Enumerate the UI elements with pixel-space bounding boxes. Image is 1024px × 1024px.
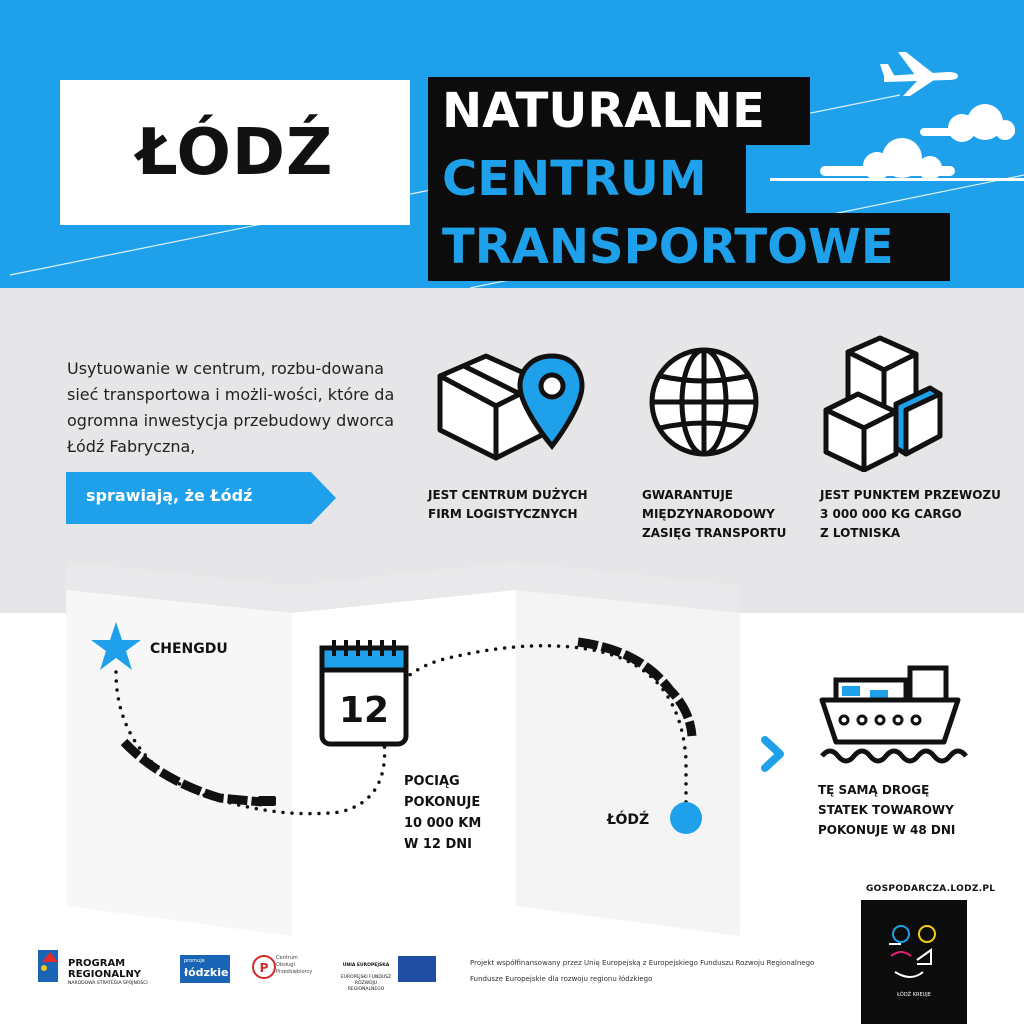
map-panel	[292, 562, 516, 936]
brand-logo-mark	[861, 900, 967, 1024]
ue-title: UNIA EUROPEJSKA	[342, 963, 390, 968]
train-engine-icon	[258, 796, 276, 806]
program-title: PROGRAM REGIONALNY	[68, 958, 142, 980]
program-regionalny-logo	[38, 950, 58, 982]
map-panel	[66, 562, 292, 936]
program-subtitle: NARODOWA STRATEGIA SPÓJNOŚCI	[68, 981, 148, 986]
ue-label	[336, 957, 396, 999]
end-city-label: ŁÓDŹ	[607, 812, 650, 828]
city-title: ŁÓDŹ	[136, 115, 334, 190]
calendar-day: 12	[338, 690, 390, 731]
funding-note: Projekt współfinansowany przez Unię Europejską z Europejskiego Funduszu Rozwoju Regionalnego Fundusze Europejskie dla rozwoju regionu łódzkiego	[470, 959, 815, 983]
destination-dot	[670, 802, 702, 834]
svg-text:P: P	[259, 961, 269, 975]
cop-text: Centrum Obsługi Przedsiębiorcy	[276, 955, 313, 975]
headline-line-2: CENTRUM	[428, 145, 746, 213]
ship-icon	[822, 668, 966, 761]
train-caption: POCIĄG POKONUJE 10 000 KM W 12 DNI	[404, 774, 482, 852]
cop-logo	[253, 956, 275, 978]
headline-line-1: NATURALNE	[428, 77, 810, 145]
headline-line-3: TRANSPORTOWE	[428, 213, 950, 281]
start-city-label: CHENGDU	[150, 641, 228, 657]
lodzkie-small: promuje	[184, 958, 205, 964]
lodzkie-big: łódzkie	[184, 966, 229, 979]
arrow-tag-label: sprawiają, że Łódź	[86, 486, 253, 505]
eu-flag-icon	[398, 956, 436, 982]
intro-text: Usytuowanie w centrum, rozbu-dowana sieć transportowa i możli-wości, które da ogromna inwestycja przebudowy dworca Łódź Fabryczna,	[67, 359, 395, 456]
ue-subtitle: EUROPEJSKI FUNDUSZ ROZWOJU REGIONALNEGO	[340, 975, 392, 992]
feature-label-logistics: JEST CENTRUM DUŻYCH FIRM LOGISTYCZNYCH	[428, 488, 588, 521]
website-label[interactable]: GOSPODARCZA.LODZ.PL	[866, 884, 996, 894]
ship-caption: TĘ SAMĄ DROGĘ STATEK TOWAROWY POKONUJE W 48 DNI	[818, 783, 956, 837]
map-panel	[516, 562, 740, 936]
feature-label-international: GWARANTUJE MIĘDZYNARODOWY ZASIĘG TRANSPORTU	[642, 488, 787, 540]
promuje-lodzkie-logo	[180, 955, 230, 983]
feature-label-cargo: JEST PUNKTEM PRZEWOZU 3 000 000 KG CARGO Z LOTNISKA	[820, 488, 1001, 540]
lodz-kreuje-logo	[861, 900, 967, 1024]
chevron-right-icon	[765, 740, 780, 768]
brand-logo-text: ŁÓDŹ KREUJE	[897, 992, 931, 998]
